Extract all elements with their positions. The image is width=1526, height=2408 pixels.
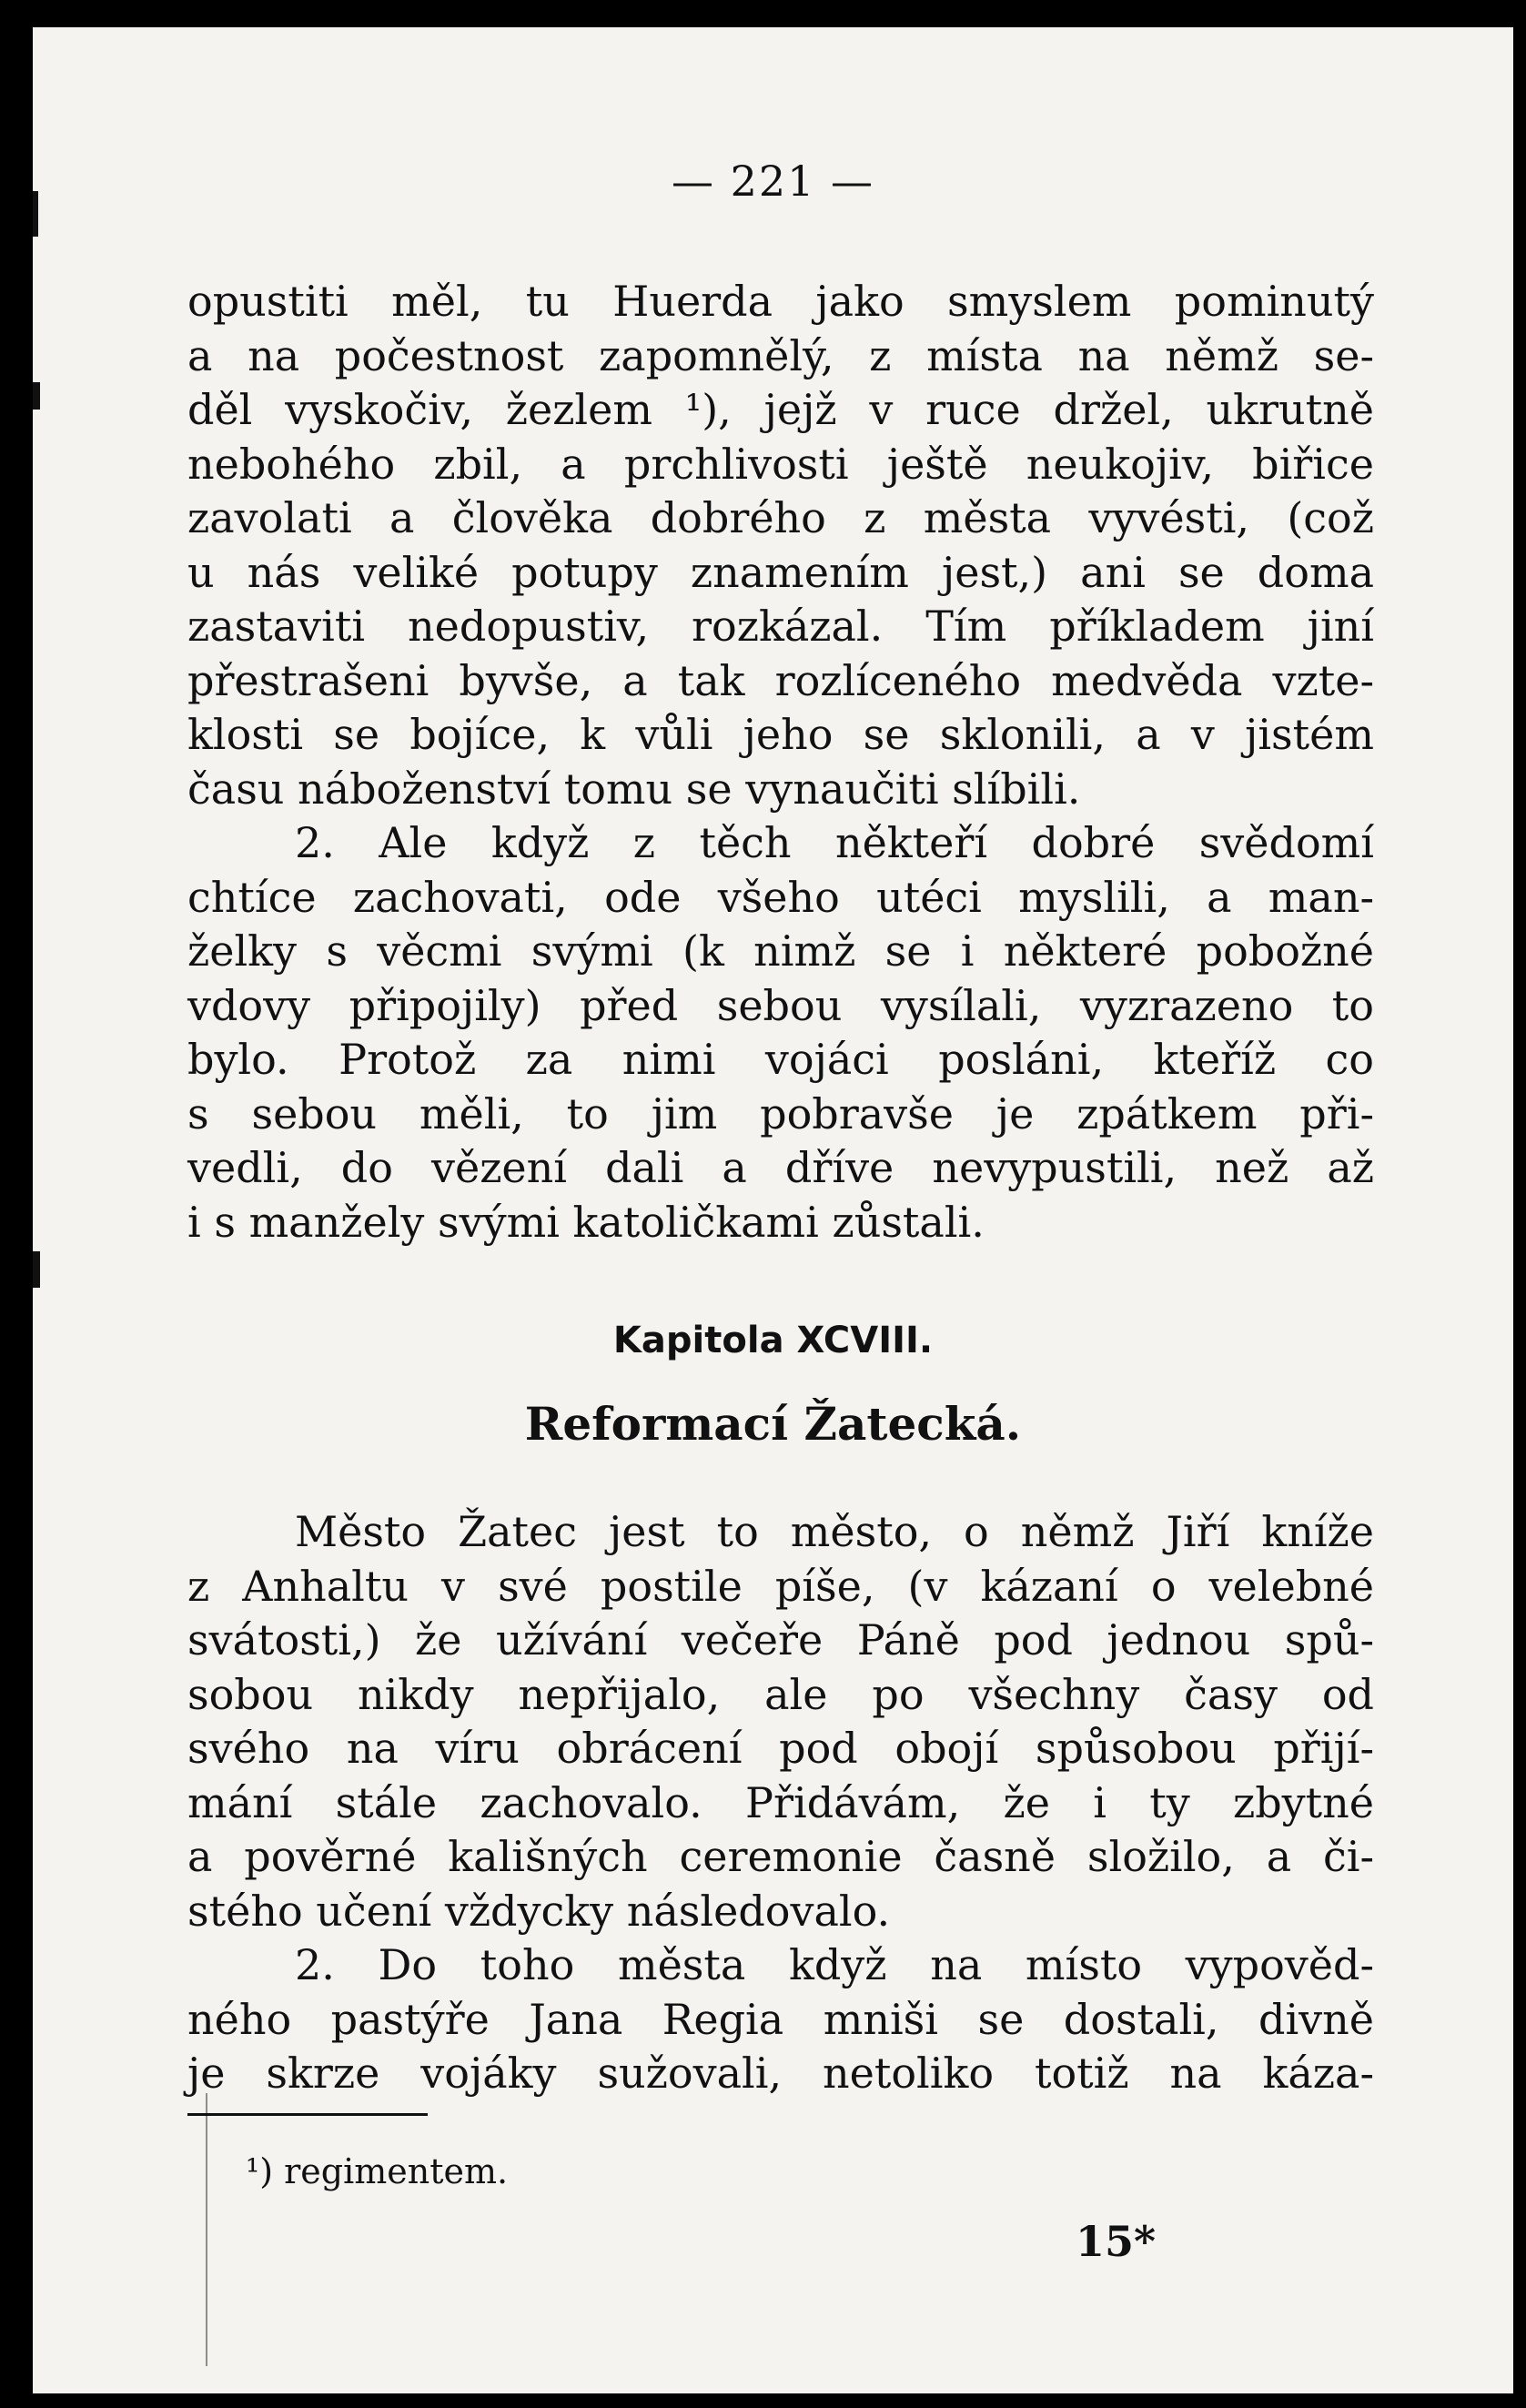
printer-signature: 15* xyxy=(1076,2217,1157,2266)
text-line: a pověrné kališných ceremonie časně složilo, a či- xyxy=(187,1832,1374,1881)
footnote-divider xyxy=(187,2113,428,2116)
text-line: sobou nikdy nepřijalo, ale po všechny časy od xyxy=(187,1669,1374,1719)
page-number: — 221 — xyxy=(671,157,875,206)
scan-edge-mark xyxy=(206,2093,207,2366)
paragraph-block-1 xyxy=(187,275,1374,1250)
text-line: u nás veliké potupy znamením jest,) ani se doma xyxy=(187,547,1374,597)
text-line: opustiti měl, tu Huerda jako smyslem pominutý xyxy=(187,277,1374,326)
text-line: želky s věcmi svými (k nimž se i některé pobožné xyxy=(187,926,1374,976)
text-line: i s manžely svými katoličkami zůstali. xyxy=(187,1197,985,1247)
footnote: ¹) regimentem. xyxy=(246,2151,509,2191)
text-line: vdovy připojily) před sebou vysílali, vyzrazeno to xyxy=(187,980,1374,1030)
text-line: s sebou měli, to jim pobravše je zpátkem při- xyxy=(187,1088,1374,1138)
text-line: Město Žatec jest to město, o němž Jiří kníže xyxy=(295,1507,1374,1556)
book-page xyxy=(33,27,1513,2393)
scan-edge-mark xyxy=(33,1251,40,1288)
text-line: zastaviti nedopustiv, rozkázal. Tím příkladem jiní xyxy=(187,602,1374,651)
text-line: nebohého zbil, a prchlivosti ještě neukojiv, biřice xyxy=(187,439,1374,489)
chapter-label: Kapitola XCVIII. xyxy=(612,1320,934,1361)
text-line: vedli, do vězení dali a dříve nevypustili, než až xyxy=(187,1143,1374,1192)
text-line: svého na víru obrácení pod obojí spůsobou přijí- xyxy=(187,1724,1374,1773)
paragraph-block-2 xyxy=(187,1505,1374,2101)
text-line: bylo. Protož za nimi vojáci posláni, kteříž co xyxy=(187,1035,1374,1084)
text-line: stého učení vždycky následovalo. xyxy=(187,1886,891,1936)
text-line: 2. Ale když z těch někteří dobré svědomí xyxy=(295,818,1374,867)
chapter-title: Reformací Žatecká. xyxy=(524,1397,1022,1451)
text-line: děl vyskočiv, žezlem ¹), jejž v ruce držel, ukrutně xyxy=(187,385,1374,434)
text-line: chtíce zachovati, ode všeho utéci myslili, a man- xyxy=(187,872,1374,922)
scan-edge-mark xyxy=(33,191,38,237)
text-line: z Anhaltu v své postile píše, (v kázaní o velebné xyxy=(187,1561,1374,1611)
text-line: ného pastýře Jana Regia mniši se dostali, divně xyxy=(187,1994,1374,2044)
text-line: klosti se bojíce, k vůli jeho se sklonili, a v jistém xyxy=(187,710,1374,759)
text-line: času náboženství tomu se vynaučiti slíbili. xyxy=(187,764,1081,814)
text-line: přestrašeni byvše, a tak rozlíceného medvěda vzte- xyxy=(187,655,1374,705)
text-line: mání stále zachovalo. Přidávám, že i ty zbytné xyxy=(187,1777,1374,1827)
text-line: svátosti,) že užívání večeře Páně pod jednou spů- xyxy=(187,1615,1374,1664)
scan-edge-mark xyxy=(33,382,40,410)
text-line: zavolati a člověka dobrého z města vyvésti, (což xyxy=(187,493,1374,542)
text-line: a na počestnost zapomnělý, z místa na němž se- xyxy=(187,330,1374,380)
text-line: 2. Do toho města když na místo vypověd- xyxy=(295,1940,1374,1989)
text-line: je skrze vojáky sužovali, netoliko totiž na káza- xyxy=(187,2049,1374,2098)
